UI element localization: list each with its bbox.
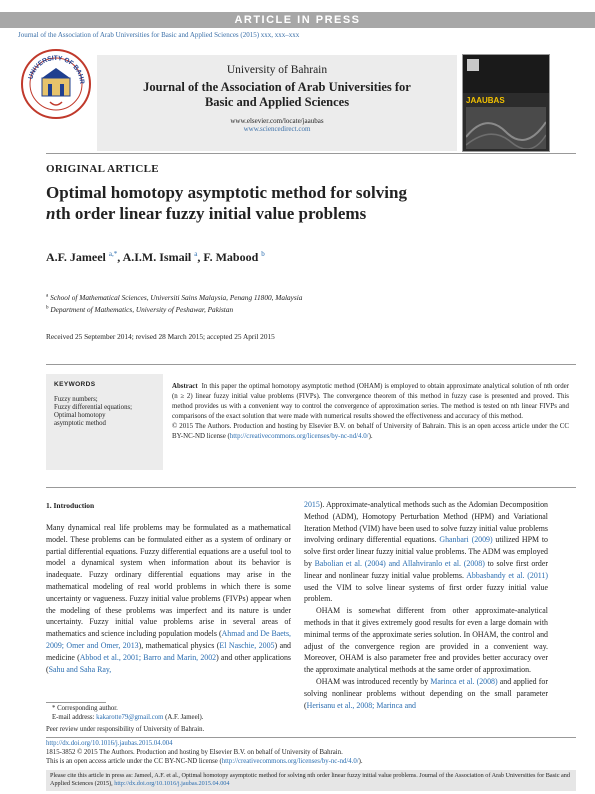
sciencedirect-url[interactable]: www.sciencedirect.com xyxy=(243,125,311,133)
please-cite-box: Please cite this article in press as: Jameel, A.F. et al., Optimal homotopy asymptotic method for solving nth order linear fuzzy initial value problems. Journal of the Association of Arab Universities for Basic and Applied Sciences (2015), http://dx.doi.org/10.1016/j.jaubas.2015.04.004 xyxy=(46,770,576,791)
citation-link[interactable]: Marinca et al. (2008) xyxy=(430,676,498,686)
peer-review-note: Peer review under responsibility of University of Bahrain. xyxy=(46,726,205,733)
article-title: Optimal homotopy asymptotic method for solving nth order linear fuzzy initial value problems xyxy=(46,183,407,223)
cover-emblem-icon xyxy=(467,59,479,71)
open-access-line: This is an open access article under the CC BY-NC-ND license (http://creativecommons.org/licenses/by-nc-nd/4.0/). xyxy=(46,758,363,765)
abstract-copyright: © 2015 The Authors. Production and hosting by Elsevier B.V. on behalf of University of Bahrain. This is an open access article under the CC BY-NC-ND license ( xyxy=(172,423,569,440)
email-note: E-mail address: kakarotte79@gmail.com (A.F. Jameel). xyxy=(52,714,204,721)
affiliation-a: $^a$ School of Mathematical Sciences, Universiti Sains Malaysia, Penang 11800, Malaysia xyxy=(46,293,303,302)
corresponding-author-note: * Corresponding author. xyxy=(52,705,118,712)
keyword: Fuzzy differential equations; xyxy=(54,404,133,411)
section-heading: 1. Introduction xyxy=(46,501,95,510)
citation-link[interactable]: Ghanbari (2009) xyxy=(439,535,493,545)
university-name: University of Bahrain xyxy=(226,64,328,76)
footnote-rule xyxy=(46,702,106,703)
citation-link[interactable]: Ahmad and De Baets, 2009; Omer and Omer, 2013 xyxy=(46,629,291,650)
abstract: Abstract In this paper the optimal homotopy asymptotic method (OHAM) is employed to obtain approximate analytical solution of nth order (n ≥ 2) linear fuzzy initial value problems (FIVPs). The convergence theorem of this method in fuzzy case is presented and proved. This method provides us with a convenient way to control the convergence of approximation series. The method is tested on nth linear FIVPs and comparisons of the exact solution that were made with numerical results showed the effectiveness and accuracy of this method. © 2015 The Authors. Production and hosting by Elsevier B.V. on behalf of University of Bahrain. This is an open access article under the CC BY-NC-ND license (http://creativecommons.org/licenses/by-nc-nd/4.0/). xyxy=(172,383,569,440)
keywords-title: KEYWORDS xyxy=(54,381,96,388)
author-list: A.F. Jameel $^{a,*}$, A.I.M. Ismail $^a$, F. Mabood $^b$ xyxy=(46,250,265,264)
cover-brand: JAAUBAS xyxy=(466,96,505,105)
received-dates: Received 25 September 2014; revised 28 March 2015; accepted 25 April 2015 xyxy=(46,332,275,341)
license-link[interactable]: http://creativecommons.org/licenses/by-nc-nd/4.0/ xyxy=(221,758,359,765)
citation-link[interactable]: Sahu and Saha Ray, xyxy=(48,664,112,674)
footer-rule xyxy=(46,737,576,738)
keyword: Optimal homotopy xyxy=(54,412,106,419)
doi-link[interactable]: http://dx.doi.org/10.1016/j.jaubas.2015.04.004 xyxy=(114,780,230,787)
citation-link[interactable]: El Naschie, 2005 xyxy=(219,640,275,650)
university-seal-logo xyxy=(20,48,92,120)
author-name[interactable]: A.F. Jameel xyxy=(46,250,106,264)
license-link[interactable]: http://creativecommons.org/licenses/by-nc-nd/4.0/ xyxy=(229,433,369,440)
citation-link[interactable]: Abbasbandy et al. (2011) xyxy=(466,570,548,580)
abstract-label: Abstract xyxy=(172,383,198,390)
svg-text:UNIVERSITY OF BAHRAIN: UNIVERSITY OF BAHR xyxy=(27,54,86,85)
citation-link[interactable]: Abbod et al., 2001; Barro and Marin, 2002 xyxy=(79,652,217,662)
abstract-text: In this paper the optimal homotopy asymptotic method (OHAM) is employed to obtain approximate analytical solution of nth order (n ≥ 2) linear fuzzy initial value problems (FIVPs). The convergence theorem of this method in fuzzy case is presented and proved. This method provides us with a convenient way to control the convergence of approximation series. The method is tested on nth linear FIVPs and comparisons of the exact solution that were made with numerical results showed the effectiveness and accuracy of this method. xyxy=(172,383,569,420)
journal-cover-thumbnail xyxy=(462,54,550,152)
citation-link[interactable]: Herisanu et al., 2008; Marinca and xyxy=(306,700,416,710)
citation-link[interactable]: Babolian et al. (2004) and Allahviranlo et al. (2008) xyxy=(314,558,485,568)
keywords-box xyxy=(46,374,163,470)
article-in-press-banner: ARTICLE IN PRESS xyxy=(0,12,595,28)
abstract-rule xyxy=(46,487,576,488)
meta-rule xyxy=(46,364,576,365)
doi-link[interactable]: http://dx.doi.org/10.1016/j.jaubas.2015.04.004 xyxy=(46,740,173,747)
intro-column-right: 2015). Approximate-analytical methods such as the Adomian Decomposition Method (ADM), Homotopy Perturbation Method (HPM) and Variational Iteration Method (VIM) have been used to solve fuzzy initial value problems involving ordinary differential equations. Ghanbari (2009) utilized HPM to solve first order linear fuzzy initial value problems. The ADM was employed by Babolian et al. (2004) and Allahviranlo et al. (2008) to solve first order linear and nonlinear fuzzy initial value problems. Abbasbandy et al. (2011) used the VIM to solve linear systems of first order fuzzy initial value problem. OHAM is somewhat different from other approximate-analytical methods in that it gives extremely good results for even a large domain with minimal terms of the approximate series solution. In OHAM, the control and adjust of the convergence region are provided in a convenient way. Moreover, OHAM is also parameter free and provides better accuracy over the approximate analytical methods at the same order of approximation. OHAM was introduced recently by Marinca et al. (2008) and applied for solving nonlinear problems without depending on the small parameter (Herisanu et al., 2008; Marinca and xyxy=(304,500,549,710)
intro-column-left: Many dynamical real life problems may be formulated as a mathematical model. These problems can be formulated either as a system of ordinary or partial differential equations. Fuzzy differential equations are a useful tool to model a dynamical system when information about its behavior is inadequate. Fuzzy ordinary differential equations may arise in the mathematical modeling of real world problems in which there is some uncertainty or vagueness. Fuzzy initial value problems (FIVPs) appear when the modeling of these problems was imperfect and its nature is under uncertainty. Fuzzy initial value problems arise in several areas of mathematics and science including population models (Ahmad and De Baets, 2009; Omer and Omer, 2013), mathematical physics (El Naschie, 2005) and medicine (Abbod et al., 2001; Barro and Marin, 2002) and other applications (Sahu and Saha Ray, xyxy=(46,523,291,674)
journal-title: Journal of the Association of Arab Universities for Basic and Applied Sciences xyxy=(143,80,411,109)
citation-link[interactable]: 2015 xyxy=(304,500,320,509)
affiliation-b: $^b$ Department of Mathematics, University of Peshawar, Pakistan xyxy=(46,305,234,314)
keyword: asymptotic method xyxy=(54,420,106,427)
paragraph: OHAM is somewhat different from other approximate-analytical methods in that it gives extremely good results for even a large domain with minimal terms of the approximate series solution. In OHAM, the control and adjust of the convergence region are provided in a convenient way. Moreover, OHAM is also parameter free and provides better accuracy over the approximate analytical methods at the same order of approximation. xyxy=(304,606,548,675)
keyword: Fuzzy numbers; xyxy=(54,396,98,403)
author-name[interactable]: A.I.M. Ismail xyxy=(122,250,192,264)
author-name[interactable]: F. Mabood xyxy=(203,250,259,264)
article-type: ORIGINAL ARTICLE xyxy=(46,163,159,175)
issn-line: 1815-3852 © 2015 The Authors. Production and hosting by Elsevier B.V. on behalf of University of Bahrain. xyxy=(46,749,343,756)
journal-homepage-url[interactable]: www.elsevier.com/locate/jaaubas xyxy=(230,117,324,125)
header-rule xyxy=(46,153,576,154)
email-link[interactable]: kakarotte79@gmail.com xyxy=(96,714,164,721)
cover-artwork xyxy=(466,107,546,149)
journal-reference[interactable]: Journal of the Association of Arab Universities for Basic and Applied Sciences (2015) xxx, xxx–xxx xyxy=(18,31,300,39)
